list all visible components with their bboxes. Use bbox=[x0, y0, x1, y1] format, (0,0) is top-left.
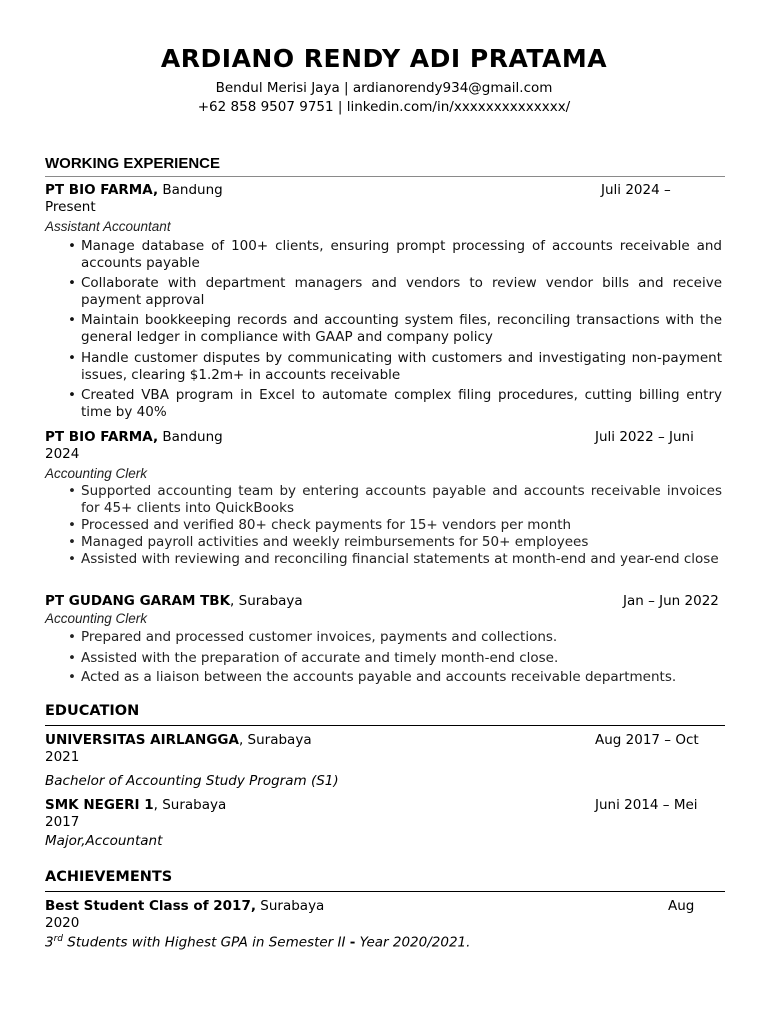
education-school-line bbox=[45, 797, 226, 813]
section-divider bbox=[45, 176, 725, 177]
job-date: Juli 2022 – Juni bbox=[595, 429, 694, 445]
education-school: SMK NEGERI 1 bbox=[45, 797, 154, 813]
job-role: Accounting Clerk bbox=[45, 611, 148, 626]
education-date: Juni 2014 – Mei bbox=[595, 797, 698, 813]
job-company: PT BIO FARMA, bbox=[45, 429, 159, 445]
list-item: • Collaborate with department managers and vendors to review vendor bills and receive payment approval bbox=[68, 275, 722, 308]
list-item: • Acted as a liaison between the accounts payable and accounts receivable departments. bbox=[68, 669, 677, 685]
job-company-line bbox=[45, 429, 223, 445]
job-date: Juli 2024 – bbox=[601, 182, 671, 198]
education-date-continued: 2017 bbox=[45, 814, 80, 830]
section-title-education: EDUCATION bbox=[45, 703, 140, 719]
education-date: Aug 2017 – Oct bbox=[595, 732, 699, 748]
job-date: Jan – Jun 2022 bbox=[623, 593, 719, 609]
list-item: • Handle customer disputes by communicating with customers and investigating non-payment issues, clearing $1.2m+ in accounts receivable bbox=[68, 350, 722, 383]
list-item: • Assisted with the preparation of accurate and timely month-end close. bbox=[68, 650, 559, 666]
job-date-continued: Present bbox=[45, 199, 96, 215]
achievement-award: Best Student Class of 2017, bbox=[45, 898, 256, 914]
job-location: , Surabaya bbox=[230, 593, 303, 609]
list-item: • Assisted with reviewing and reconciling financial statements at month-end and year-end close bbox=[68, 551, 719, 567]
achievement-location: Surabaya bbox=[255, 898, 325, 914]
list-item: • Created VBA program in Excel to automate complex filing procedures, cutting billing entry time by 40% bbox=[68, 387, 722, 420]
list-item: • Processed and verified 80+ check payments for 15+ vendors per month bbox=[68, 517, 572, 533]
education-school-line bbox=[45, 732, 312, 748]
list-item: • Prepared and processed customer invoices, payments and collections. bbox=[68, 629, 558, 645]
achievement-date: Aug bbox=[668, 898, 695, 914]
education-program: Bachelor of Accounting Study Program (S1) bbox=[45, 773, 339, 789]
education-program: Major,Accountant bbox=[45, 833, 163, 849]
education-school: UNIVERSITAS AIRLANGGA bbox=[45, 732, 239, 748]
contact-phone-linkedin: +62 858 9507 9751 | linkedin.com/in/xxxxxxxxxxxxxx/ bbox=[197, 99, 571, 115]
job-role: Assistant Accountant bbox=[45, 219, 171, 234]
achievement-description: 3rd Students with Highest GPA in Semester II - Year 2020/2021. bbox=[45, 934, 471, 951]
list-item: • Maintain bookkeeping records and accounting system files, reconciling transactions with the general ledger in compliance with GAAP and company policy bbox=[68, 312, 722, 345]
job-date-continued: 2024 bbox=[45, 446, 80, 462]
job-role: Accounting Clerk bbox=[45, 466, 148, 481]
job-company-line bbox=[45, 182, 223, 198]
list-item: • Manage database of 100+ clients, ensuring prompt processing of accounts receivable and accounts payable bbox=[68, 238, 722, 271]
education-location: , Surabaya bbox=[153, 797, 227, 813]
section-divider bbox=[45, 891, 725, 892]
job-location: Bandung bbox=[158, 182, 223, 198]
job-company-line bbox=[45, 593, 303, 609]
achievement-date-continued: 2020 bbox=[45, 915, 80, 931]
section-divider bbox=[45, 725, 725, 726]
section-title-achievements: ACHIEVEMENTS bbox=[45, 869, 173, 885]
list-item: • Managed payroll activities and weekly reimbursements for 50+ employees bbox=[68, 534, 589, 550]
list-item: • Supported accounting team by entering accounts payable and accounts receivable invoices for 45+ clients into QuickBooks bbox=[68, 483, 722, 516]
job-location: Bandung bbox=[158, 429, 223, 445]
education-date-continued: 2021 bbox=[45, 749, 80, 765]
candidate-name: ARDIANO RENDY ADI PRATAMA bbox=[160, 44, 608, 73]
achievement-line bbox=[45, 898, 324, 914]
job-company: PT BIO FARMA, bbox=[45, 182, 159, 198]
job-company: PT GUDANG GARAM TBK bbox=[45, 593, 231, 609]
section-title-experience: WORKING EXPERIENCE bbox=[45, 155, 221, 172]
contact-address-email: Bendul Merisi Jaya | ardianorendy934@gmail.com bbox=[215, 80, 553, 96]
education-location: , Surabaya bbox=[238, 732, 312, 748]
